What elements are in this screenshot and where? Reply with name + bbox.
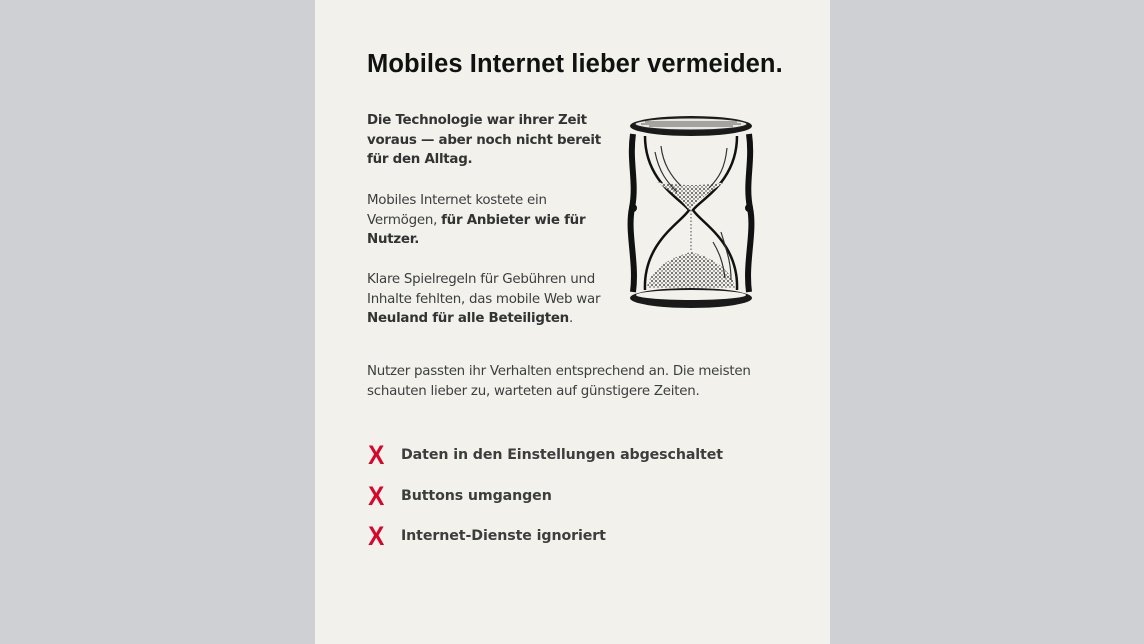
hourglass-illustration xyxy=(627,112,755,312)
behavior-list xyxy=(367,440,723,562)
list-item-label: Daten in den Einstellungen abgeschaltet xyxy=(401,447,723,463)
list-item xyxy=(367,440,723,481)
cost-paragraph xyxy=(367,191,617,250)
list-item xyxy=(367,521,723,562)
rules-emphasis: Neuland für alle Beteiligten xyxy=(367,311,569,326)
rules-end: . xyxy=(568,311,573,326)
intro-paragraph: Die Technologie war ihrer Zeit voraus — aber noch nicht bereit für den Alltag. xyxy=(367,113,601,167)
list-item-label: Buttons umgangen xyxy=(401,487,552,504)
x-mark-icon: X xyxy=(368,521,385,551)
slide-title: Mobiles Internet lieber vermeiden. xyxy=(367,50,783,78)
cost-emphasis: für Anbieter wie für Nutzer. xyxy=(367,212,586,247)
x-mark-icon: X xyxy=(368,440,385,470)
behavior-paragraph: Nutzer passten ihr Verhalten entsprechend an. Die meisten schauten lieber zu, warteten auf günstigere Zeiten. xyxy=(367,364,751,399)
x-mark-icon: X xyxy=(368,480,385,511)
cost-text: Mobiles Internet kostete ein Vermögen, xyxy=(367,193,547,228)
rules-text: Klare Spielregeln für Gebühren und Inhalte fehlten, das mobile Web war xyxy=(367,272,601,307)
rules-paragraph xyxy=(367,270,617,329)
slide-page xyxy=(315,0,830,644)
list-item-label: Internet-Dienste ignoriert xyxy=(401,528,606,544)
list-item xyxy=(367,481,723,522)
